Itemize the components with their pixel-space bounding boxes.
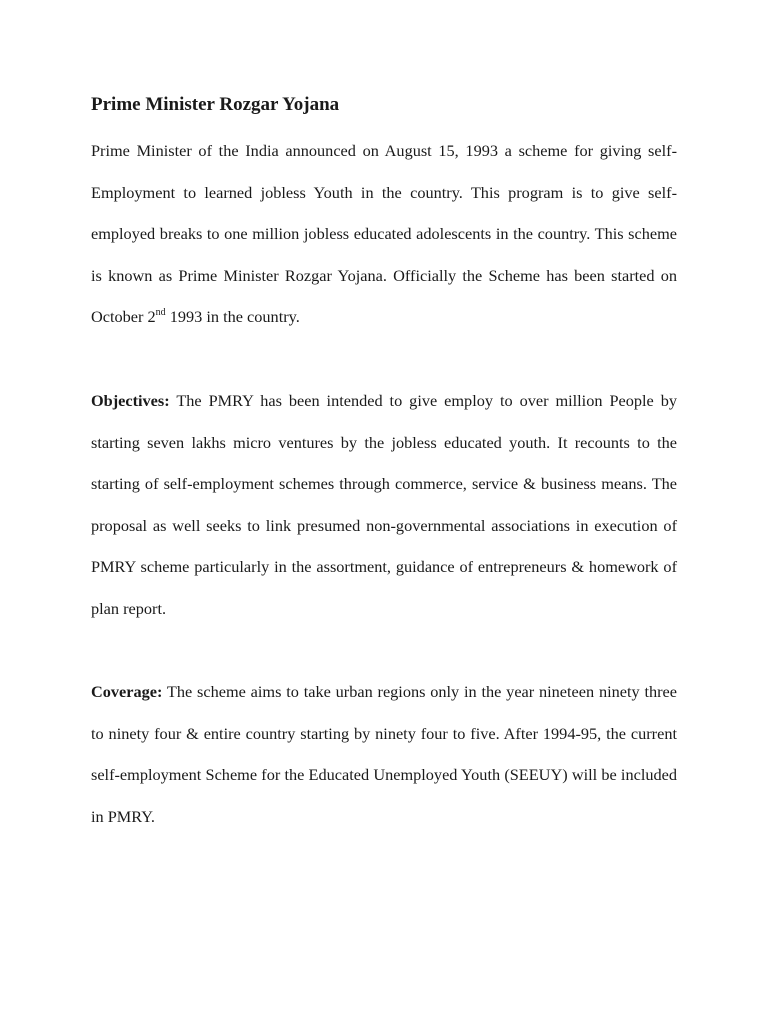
coverage-paragraph xyxy=(91,671,677,837)
document-title: Prime Minister Rozgar Yojana xyxy=(91,94,340,115)
coverage-heading: Coverage: xyxy=(91,682,163,701)
intro-text-end: 1993 in the country. xyxy=(165,307,300,327)
objectives-heading: Objectives: xyxy=(91,391,170,410)
objectives-paragraph xyxy=(91,380,677,630)
objectives-text: The PMRY has been intended to give employ to over million People by starting seven lakhs micro ventures by the jobless educated youth. It recounts to the starting of self-employment schemes through commerce, service & business means. The proposal as well seeks to link presumed non-governmental associations in execution of PMRY scheme particularly in the assortment, guidance of entrepreneurs & homework of plan report. xyxy=(91,391,677,618)
intro-text: Prime Minister of the India announced on August 15, 1993 a scheme for giving self-Employment to learned jobless Youth in the country. This program is to give self-employed breaks to one million jobless educated adolescents in the country. This scheme is known as Prime Minister Rozgar Yojana. Officially the Scheme has been started on October 2 xyxy=(91,141,677,327)
intro-paragraph xyxy=(91,130,677,338)
coverage-text: The scheme aims to take urban regions only in the year nineteen ninety three to ninety four & entire country starting by ninety four to five. After 1994-95, the current self-employment Scheme for the Educated Unemployed Youth (SEEUY) will be included in PMRY. xyxy=(91,682,677,826)
ordinal-superscript: nd xyxy=(155,307,166,319)
